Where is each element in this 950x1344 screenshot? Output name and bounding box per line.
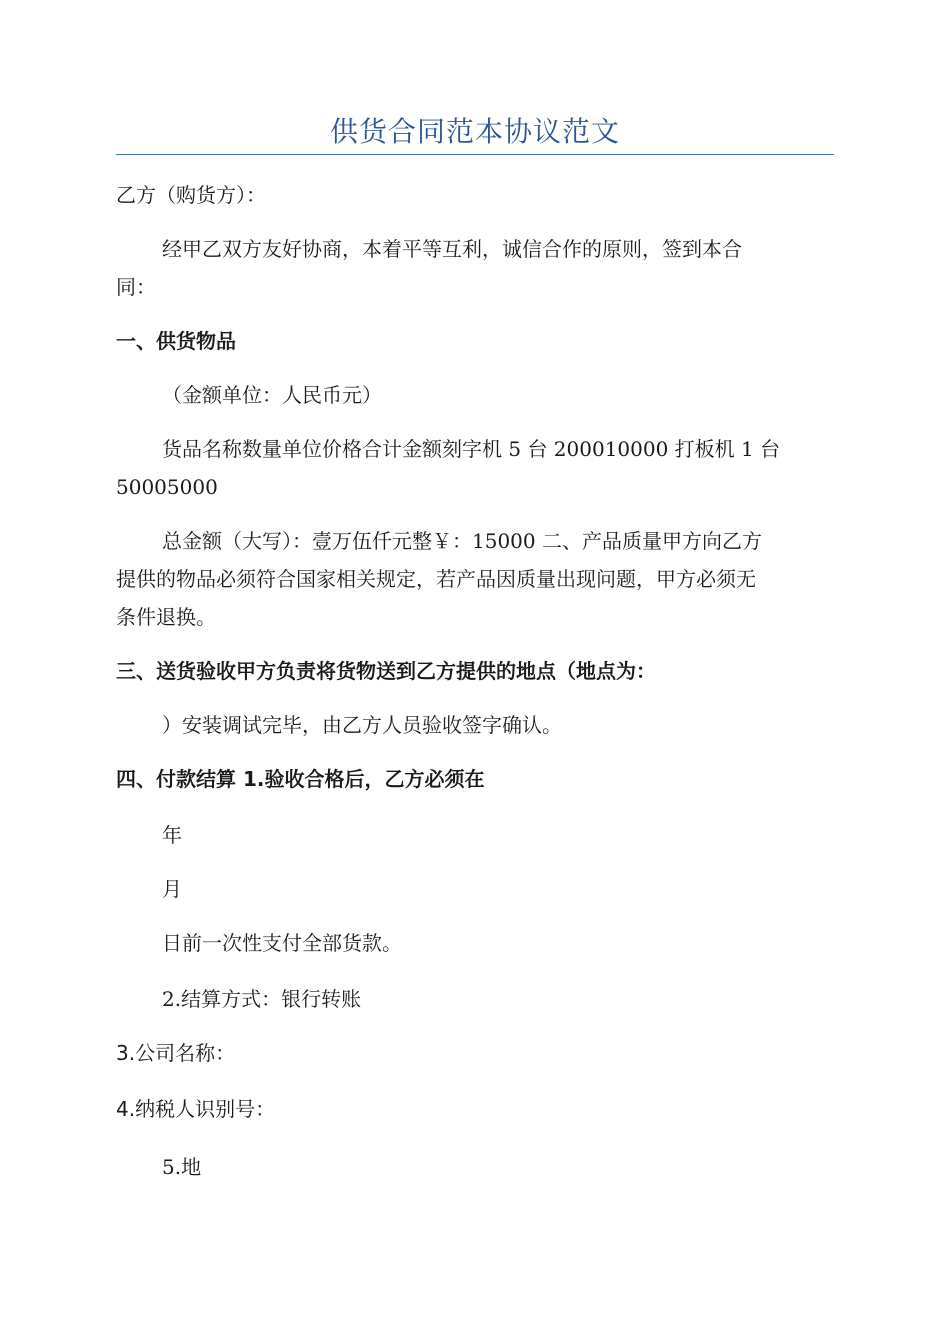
section-heading-delivery: 三、送货验收甲方负责将货物送到乙方提供的地点（地点为： bbox=[116, 659, 656, 683]
taxpayer-id-line: 4.纳税人识别号： bbox=[116, 1097, 276, 1121]
total-amount-line-2: 提供的物品必须符合国家相关规定，若产品因质量出现问题，甲方必须无 bbox=[116, 567, 756, 591]
company-name-line: 3.公司名称： bbox=[116, 1041, 236, 1065]
total-amount-line-1: 总金额（大写）：壹万伍仟元整￥：15000 二、产品质量甲方向乙方 bbox=[162, 529, 762, 553]
settlement-method: 2.结算方式：银行转账 bbox=[162, 987, 362, 1011]
address-line: 5.地 bbox=[162, 1155, 202, 1179]
payment-day-line: 日前一次性支付全部货款。 bbox=[162, 931, 402, 955]
section-heading-payment: 四、付款结算 1.验收合格后，乙方必须在 bbox=[116, 767, 485, 791]
goods-list-line-1: 货品名称数量单位价格合计金额刻字机 5 台 200010000 打板机 1 台 bbox=[162, 437, 781, 461]
payment-year: 年 bbox=[162, 823, 182, 847]
party-b-line: 乙方（购货方）： bbox=[116, 183, 266, 207]
total-amount-line-3: 条件退换。 bbox=[116, 605, 216, 629]
goods-list-line-2: 50005000 bbox=[116, 475, 218, 499]
title-underline bbox=[116, 154, 834, 155]
preamble-line-2: 同： bbox=[116, 275, 156, 299]
delivery-line: ）安装调试完毕，由乙方人员验收签字确认。 bbox=[162, 713, 562, 737]
currency-unit-note: （金额单位：人民币元） bbox=[162, 383, 382, 407]
document-title: 供货合同范本协议范文 bbox=[329, 115, 620, 148]
payment-month: 月 bbox=[162, 877, 182, 901]
preamble-line-1: 经甲乙双方友好协商，本着平等互利，诚信合作的原则，签到本合 bbox=[162, 237, 742, 261]
section-heading-goods: 一、供货物品 bbox=[116, 329, 236, 353]
